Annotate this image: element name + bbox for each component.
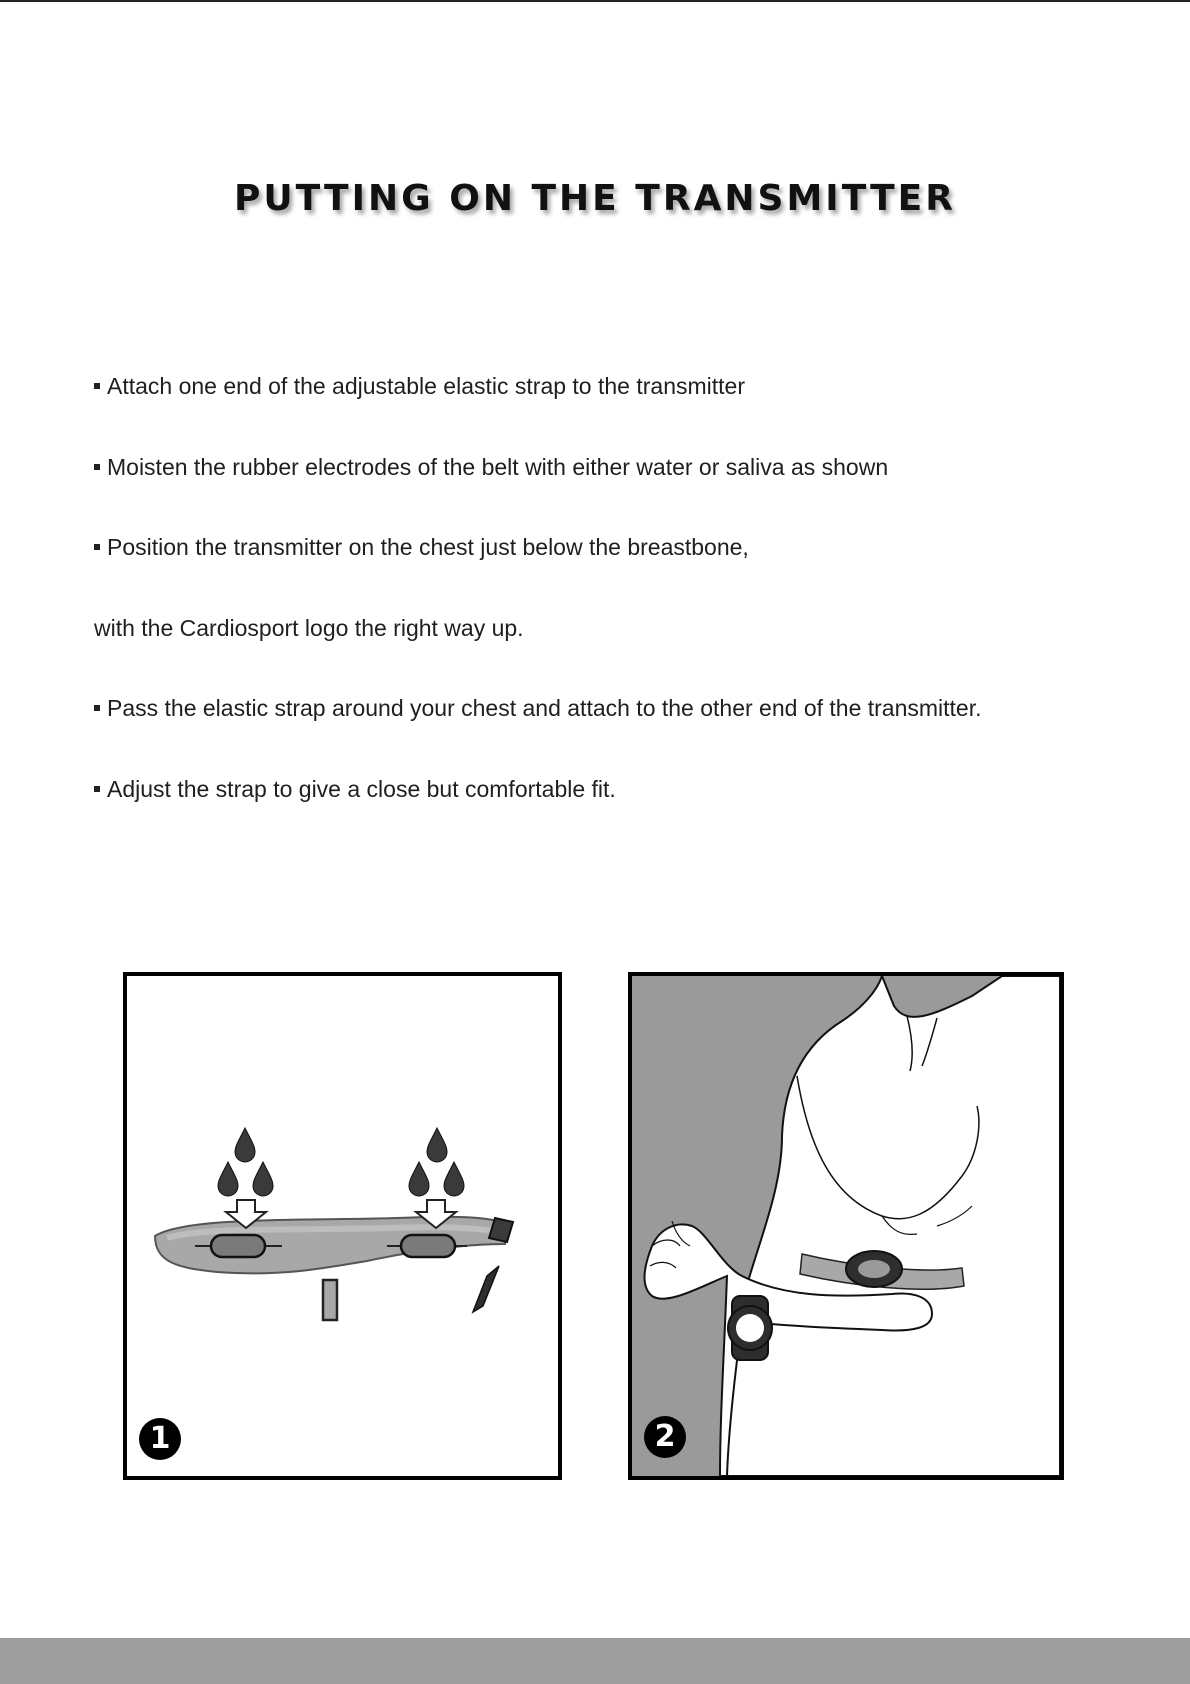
bullet-icon xyxy=(94,705,100,711)
bullet-icon xyxy=(94,383,100,389)
bullet-icon xyxy=(94,786,100,792)
instruction-item: Attach one end of the adjustable elastic strap to the transmitter xyxy=(94,372,1154,453)
figure-2-panel xyxy=(628,972,1064,1480)
instruction-item: Adjust the strap to give a close but comfortable fit. xyxy=(94,775,1154,856)
instruction-item: Moisten the rubber electrodes of the belt with either water or saliva as shown xyxy=(94,453,1154,534)
instruction-item: Position the transmitter on the chest just below the breastbone, xyxy=(94,533,1154,614)
man-wearing-strap-illustration xyxy=(632,976,1060,1476)
instruction-continuation: with the Cardiosport logo the right way up. xyxy=(94,614,524,641)
instructions-list xyxy=(94,372,1154,855)
step-badge: 1 xyxy=(139,1418,181,1460)
bullet-icon xyxy=(94,544,100,550)
step-badge: 2 xyxy=(644,1416,686,1458)
footer-bar xyxy=(0,1638,1190,1684)
page-title: PUTTING ON THE TRANSMITTER xyxy=(234,178,956,219)
top-rule xyxy=(0,0,1190,2)
figure-1-panel xyxy=(123,972,562,1480)
bullet-icon xyxy=(94,464,100,470)
instruction-item: Pass the elastic strap around your chest and attach to the other end of the transmitter. xyxy=(94,694,1154,775)
strap-electrodes-illustration xyxy=(127,976,558,1476)
